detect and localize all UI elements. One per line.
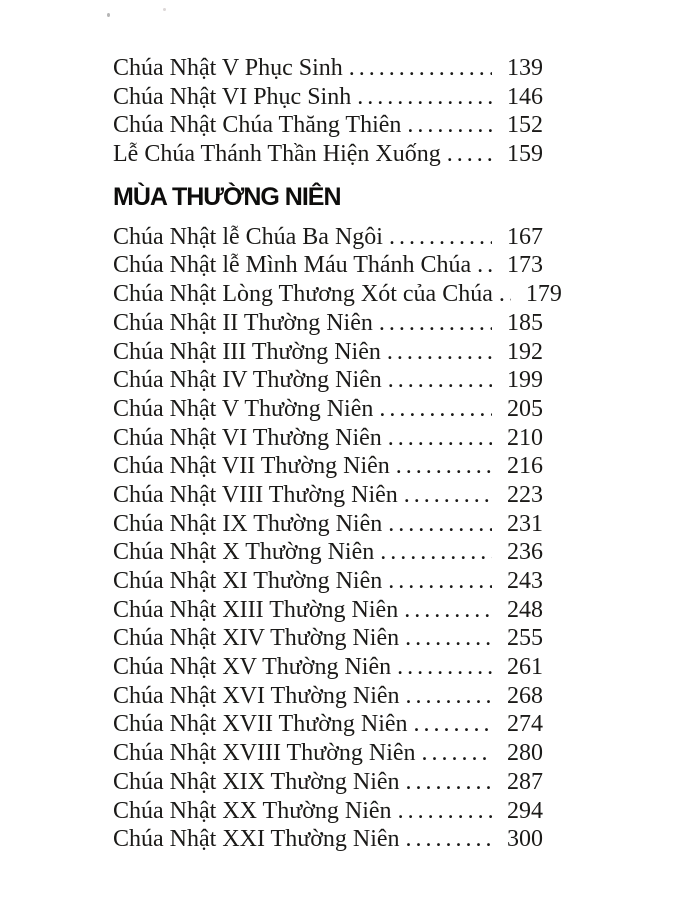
- toc-entry: [113, 510, 543, 539]
- toc-entry-page: 248: [507, 596, 543, 623]
- toc-entry-title: Chúa Nhật III Thường Niên: [113, 338, 381, 365]
- toc-entry-title: Chúa Nhật X Thường Niên: [113, 539, 375, 566]
- dot-leader: [406, 682, 492, 711]
- section-heading-ordinary-time: MÙA THƯỜNG NIÊN: [113, 182, 341, 211]
- dot-leader: [477, 251, 492, 280]
- dot-leader: [388, 424, 492, 453]
- toc-entry-page: 152: [507, 112, 543, 139]
- toc-entry-title: Chúa Nhật VI Thường Niên: [113, 424, 382, 451]
- toc-entry-page: 223: [507, 481, 543, 508]
- toc-entry-title: Chúa Nhật XVI Thường Niên: [113, 682, 400, 709]
- toc-entry: [113, 452, 543, 481]
- toc-entry-page: 255: [507, 625, 543, 652]
- toc-entry: [113, 395, 543, 424]
- toc-entry: [113, 54, 543, 83]
- toc-entry: [113, 83, 543, 112]
- toc-entry-page: 210: [507, 424, 543, 451]
- toc-entry-title: Chúa Nhật IX Thường Niên: [113, 510, 383, 537]
- toc-entry: [113, 710, 543, 739]
- toc-entry-page: 179: [525, 281, 562, 308]
- toc-entry-page: 280: [507, 740, 543, 767]
- toc-entry-page: 146: [507, 83, 543, 110]
- toc-entry-page: 236: [507, 539, 543, 566]
- dot-leader: [404, 596, 492, 625]
- toc-entry: [113, 251, 543, 280]
- toc-entry-page: 274: [507, 711, 543, 738]
- dot-leader: [398, 797, 492, 826]
- toc-entry-title: Chúa Nhật XV Thường Niên: [113, 654, 392, 681]
- toc-entry: [113, 111, 543, 140]
- dot-leader: [387, 338, 492, 367]
- dot-leader: [388, 567, 492, 596]
- toc-entry-page: 173: [507, 252, 543, 279]
- toc-entry: [113, 797, 543, 826]
- toc-entry-title: Chúa Nhật VIII Thường Niên: [113, 481, 398, 508]
- toc-entry-page: 139: [507, 55, 543, 81]
- dot-leader: [407, 111, 492, 140]
- toc-entry: [113, 538, 543, 567]
- dot-leader: [388, 366, 492, 395]
- toc-entry: [113, 596, 543, 625]
- toc-entry-title: Chúa Nhật XX Thường Niên: [113, 797, 392, 824]
- dot-leader: [388, 510, 492, 539]
- toc-entry-title: Chúa Nhật II Thường Niên: [113, 309, 373, 336]
- toc-entry-page: 199: [507, 367, 543, 394]
- toc-entry-page: 167: [507, 223, 543, 250]
- dot-leader: [414, 710, 492, 739]
- scan-speck: [107, 13, 110, 17]
- toc-entry: [113, 481, 543, 510]
- toc-entry-title: Chúa Nhật V Thường Niên: [113, 395, 374, 422]
- dot-leader: [380, 538, 492, 567]
- dot-leader: [379, 395, 492, 424]
- toc-entry-title: Chúa Nhật XIII Thường Niên: [113, 596, 399, 623]
- dot-leader: [422, 739, 492, 768]
- toc-entry-title: Chúa Nhật IV Thường Niên: [113, 367, 382, 394]
- toc-entry-title: Chúa Nhật XI Thường Niên: [113, 568, 383, 594]
- toc-entry: [113, 424, 543, 453]
- toc-entry-page: 216: [507, 453, 543, 480]
- dot-leader: [397, 653, 492, 682]
- dot-leader: [357, 83, 492, 112]
- toc-entry-page: 261: [507, 654, 543, 681]
- dot-leader: [349, 54, 492, 83]
- dot-leader: [405, 624, 492, 653]
- toc-entry-page: 231: [507, 510, 543, 537]
- toc-entry: [113, 309, 543, 338]
- toc-entry-title: Chúa Nhật VII Thường Niên: [113, 453, 390, 480]
- dot-leader: [389, 223, 492, 252]
- toc-entry: [113, 223, 543, 252]
- dot-leader: [447, 140, 492, 169]
- toc-entry: [113, 366, 543, 395]
- toc-entry-page: 268: [507, 682, 543, 709]
- toc-entry-title: Chúa Nhật Lòng Thương Xót của Chúa: [113, 281, 493, 308]
- toc-entry: [113, 682, 543, 711]
- toc-entry-page: 205: [507, 395, 543, 422]
- toc-entry-title: Chúa Nhật VI Phục Sinh: [113, 83, 352, 110]
- toc-entry-title: Chúa Nhật V Phục Sinh: [113, 55, 343, 81]
- dot-leader: [404, 481, 492, 510]
- toc-entry-page: 300: [507, 826, 543, 853]
- toc-entry: [113, 624, 543, 653]
- toc-entry-title: Chúa Nhật XVIII Thường Niên: [113, 740, 416, 767]
- toc-entry-page: 185: [507, 309, 543, 336]
- toc-entry-title: Chúa Nhật XIX Thường Niên: [113, 768, 400, 795]
- dot-leader: [379, 309, 492, 338]
- dot-leader: [499, 280, 511, 309]
- toc-entry-title: Chúa Nhật lễ Chúa Ba Ngôi: [113, 223, 383, 250]
- dot-leader: [406, 768, 492, 797]
- toc-entry: [113, 567, 543, 596]
- toc-entry-page: 159: [507, 141, 543, 168]
- toc-entry-page: 294: [507, 797, 543, 824]
- toc-entry-title: Chúa Nhật XIV Thường Niên: [113, 625, 400, 652]
- toc-entry-page: 287: [507, 768, 543, 795]
- toc-entry-page: 192: [507, 338, 543, 365]
- dot-leader: [406, 825, 492, 854]
- toc-entry: [113, 280, 562, 309]
- toc-entry-title: Chúa Nhật lễ Mình Máu Thánh Chúa: [113, 252, 472, 279]
- toc-entry-title: Chúa Nhật XXI Thường Niên: [113, 826, 400, 853]
- toc-entry-page: 243: [507, 568, 543, 594]
- toc-entry: [113, 825, 543, 854]
- toc-entry: [113, 739, 543, 768]
- toc-entry-title: Chúa Nhật XVII Thường Niên: [113, 711, 408, 738]
- toc-entry: [113, 140, 543, 169]
- toc-entry: [113, 653, 543, 682]
- scan-speck: [163, 8, 166, 11]
- dot-leader: [396, 452, 492, 481]
- toc-entry-title: Chúa Nhật Chúa Thăng Thiên: [113, 112, 402, 139]
- toc-entry: [113, 338, 543, 367]
- toc-entry-title: Lễ Chúa Thánh Thần Hiện Xuống: [113, 141, 441, 168]
- table-of-contents: [113, 54, 562, 854]
- toc-entry: [113, 768, 543, 797]
